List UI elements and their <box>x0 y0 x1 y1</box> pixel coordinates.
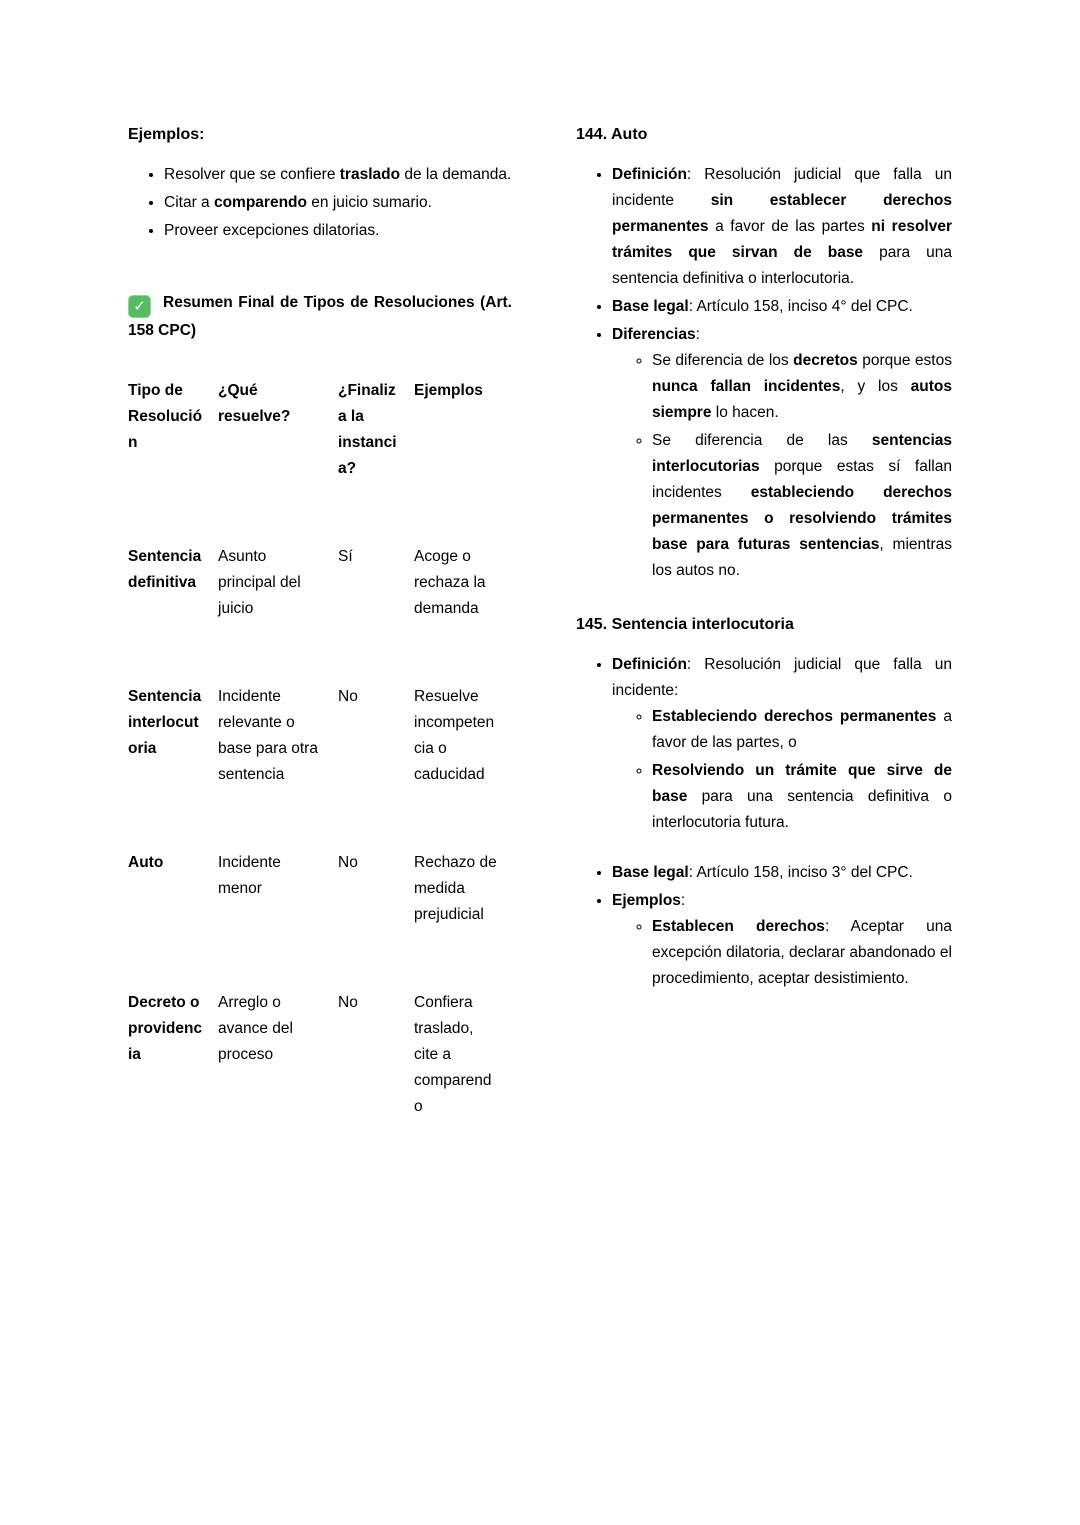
sub-list-item <box>652 428 952 584</box>
left-column <box>128 122 512 1120</box>
table-row <box>128 990 512 1120</box>
table-cell: No <box>338 854 358 871</box>
bullet-text: Se diferencia de las sentencias interlocutorias porque estas sí fallan incidentes estableciendo derechos permanentes o resolviendo trámites base para futuras sentencias, mientras los autos no. <box>652 432 953 579</box>
sub-list-item <box>652 914 952 992</box>
list-item <box>164 162 512 188</box>
definicion-sublist <box>612 704 952 836</box>
bullet-text: Ejemplos: <box>612 892 686 909</box>
list-item <box>612 322 952 584</box>
table-cell: Sentencia definitiva <box>128 548 202 591</box>
bullet-text: Base legal: Artículo 158, inciso 4° del CPC. <box>612 298 913 315</box>
list-item <box>612 860 952 886</box>
bullet-text: Diferencias: <box>612 326 700 343</box>
table-row <box>128 684 512 850</box>
table-header-cell: Ejemplos <box>414 382 483 399</box>
ejemplos-heading: Ejemplos: <box>128 126 205 143</box>
bullet-text: Establecen derechos: Aceptar una excepción dilatoria, declarar abandonado el procedimiento, aceptar desistimiento. <box>652 918 952 987</box>
table-cell: No <box>338 688 358 705</box>
bullet-text: Estableciendo derechos permanentes a favor de las partes, o <box>652 708 952 751</box>
bullet-text: Definición: Resolución judicial que falla un incidente sin establecer derechos permanentes a favor de las partes ni resolver trámites que sirvan de base para una sentencia definitiva o interlocutoria. <box>612 166 953 287</box>
table-cell: Incidente menor <box>218 854 281 897</box>
check-icon: ✓ <box>128 295 151 318</box>
table-header-cell: ¿Finaliza la instancia? <box>338 382 397 477</box>
ejemplos-list <box>128 162 512 244</box>
resoluciones-table <box>128 378 512 1120</box>
table-row <box>128 544 512 684</box>
table-cell: Sí <box>338 548 353 565</box>
section-145 <box>576 612 952 992</box>
list-item <box>612 652 952 836</box>
diferencias-sublist <box>612 348 952 584</box>
list-item <box>612 162 952 292</box>
section-145-heading: 145. Sentencia interlocutoria <box>576 616 794 633</box>
table-row <box>128 850 512 990</box>
section-145-list <box>576 652 952 992</box>
sub-list-item <box>652 348 952 426</box>
sub-list-item <box>652 758 952 836</box>
table-cell: Incidente relevante o base para otra sentencia <box>218 688 318 783</box>
section-144-list <box>576 162 952 584</box>
bullet-text: Resolviendo un trámite que sirve de base para una sentencia definitiva o interlocutoria futura. <box>652 762 952 831</box>
table-cell: Auto <box>128 854 164 871</box>
section-144-heading: 144. Auto <box>576 126 648 143</box>
table-header-row <box>128 378 512 544</box>
table-header-cell: Tipo de Resolución <box>128 382 203 451</box>
list-item <box>164 218 512 244</box>
resumen-heading <box>128 290 512 344</box>
table-cell: Sentencia interlocutoria <box>128 688 202 757</box>
table-cell: Confiera traslado, cite a comparendo <box>414 994 492 1115</box>
bullet-text: Citar a comparendo en juicio sumario. <box>164 194 432 211</box>
bullet-text: Se diferencia de los decretos porque estos nunca fallan incidentes, y los autos siempre lo hacen. <box>652 352 952 421</box>
resumen-title-text: Resumen Final de Tipos de Resoluciones (Art. 158 CPC) <box>128 294 512 339</box>
bullet-text: Definición: Resolución judicial que falla un incidente: <box>612 656 952 699</box>
table-cell: Rechazo de medida prejudicial <box>414 854 497 923</box>
table-cell: Decreto o providencia <box>128 994 203 1063</box>
section-144 <box>576 122 952 584</box>
table-header-cell: ¿Qué resuelve? <box>218 382 291 425</box>
table-cell: No <box>338 994 358 1011</box>
sub-list-item <box>652 704 952 756</box>
ejemplos-sublist <box>612 914 952 992</box>
bullet-text: Proveer excepciones dilatorias. <box>164 222 380 239</box>
right-column <box>576 122 952 1120</box>
table-cell: Arreglo o avance del proceso <box>218 994 293 1063</box>
table-cell: Acoge o rechaza la demanda <box>414 548 486 617</box>
list-item <box>612 888 952 992</box>
table-cell: Asunto principal del juicio <box>218 548 301 617</box>
list-item <box>612 294 952 320</box>
table-cell: Resuelve incompetencia o caducidad <box>414 688 495 783</box>
bullet-text: Resolver que se confiere traslado de la demanda. <box>164 166 512 183</box>
bullet-text: Base legal: Artículo 158, inciso 3° del CPC. <box>612 864 913 881</box>
list-item <box>164 190 512 216</box>
